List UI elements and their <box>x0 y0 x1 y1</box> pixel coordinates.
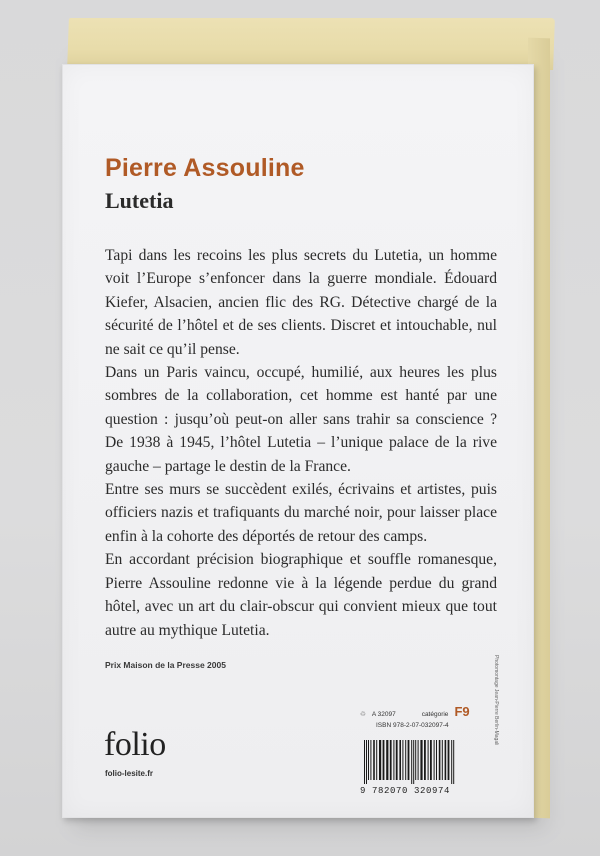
author-name: Pierre Assouline <box>105 154 305 182</box>
barcode-bar <box>430 740 432 780</box>
blurb-paragraph: Dans un Paris vaincu, occupé, humilié, aux heures les plus sombres de la collaboration, cet homme est hanté par une question : jusqu’où peut-on aller sans trahir sa conscience ? De 1938 à 1945, l’hôtel Lutetia – l’unique palace de la rive gauche – partage le destin de la France. <box>105 364 497 475</box>
barcode-bar <box>453 740 454 784</box>
blurb-paragraph: Entre ses murs se succèdent exilés, écrivains et artistes, puis officiers nazis et trafiquants du marché noir, pour laisser place enfin à la cohorte des déportés de retour des camps. <box>105 481 497 545</box>
barcode-bar <box>418 740 419 780</box>
prize-label: Prix Maison de la Presse 2005 <box>105 660 226 670</box>
photo-credit: Photomontage Jean-Pierre Berlin-Magali <box>493 655 499 746</box>
barcode-bar <box>436 740 437 780</box>
blurb-paragraph: Tapi dans les recoins les plus secrets du Lutetia, un homme voit l’Europe s’enfoncer dans la guerre mondiale. Édouard Kiefer, Alsacien, ancien flic des RG. Détective chargé de la sécurité de l’hôtel et de ses clients. Discret et intouchable, nul ne sait ce qu’il pense. <box>105 247 497 358</box>
barcode-bar <box>402 740 403 780</box>
barcode-bar <box>424 740 426 780</box>
barcode-bar <box>364 740 365 784</box>
barcode-bar <box>379 740 381 780</box>
barcode-bar <box>413 740 414 784</box>
barcode-bar <box>439 740 441 780</box>
barcode-bar <box>390 740 392 780</box>
barcode <box>362 740 487 784</box>
barcode-bar <box>448 740 450 780</box>
folio-logo: folio <box>104 726 166 763</box>
barcode-bar <box>451 740 452 784</box>
barcode-bar <box>434 740 435 780</box>
barcode-bar <box>408 740 410 780</box>
product-code: A 32097 <box>371 711 396 718</box>
recycle-icon: ♲ <box>360 711 366 718</box>
barcode-bar <box>445 740 447 780</box>
barcode-bar <box>428 740 429 780</box>
barcode-bar <box>373 740 375 780</box>
barcode-bar <box>420 740 422 780</box>
blurb-paragraph: En accordant précision biographique et souffle romanesque, Pierre Assouline redonne vie à la légende perdue du grand hôtel, avec un art du clair-obscur qui convient mieux que tout autre au mythique Lutetia. <box>105 551 497 639</box>
barcode-bar <box>399 740 401 780</box>
barcode-bar <box>393 740 394 780</box>
barcode-bar <box>415 740 416 780</box>
book-title: Lutetia <box>105 188 174 213</box>
barcode-bar <box>370 740 371 780</box>
publisher-website: folio-lesite.fr <box>105 769 154 778</box>
barcode-number: 9 782070 320974 <box>360 786 451 796</box>
product-codes <box>360 704 470 729</box>
barcode-bar <box>366 740 367 784</box>
back-cover-blurb <box>105 244 497 642</box>
barcode-bar <box>411 740 412 784</box>
page-edges-top <box>67 18 555 70</box>
isbn-text: ISBN 978-2-07-032097-4 <box>376 722 449 729</box>
barcode-bar <box>386 740 388 780</box>
category-code: F9 <box>454 704 470 719</box>
barcode-bar <box>383 740 385 780</box>
barcode-bar <box>376 740 377 780</box>
barcode-bar <box>368 740 369 780</box>
barcode-bar <box>405 740 406 780</box>
barcode-bar <box>442 740 443 780</box>
barcode-bar <box>396 740 398 780</box>
category-label: catégorie <box>421 711 449 718</box>
